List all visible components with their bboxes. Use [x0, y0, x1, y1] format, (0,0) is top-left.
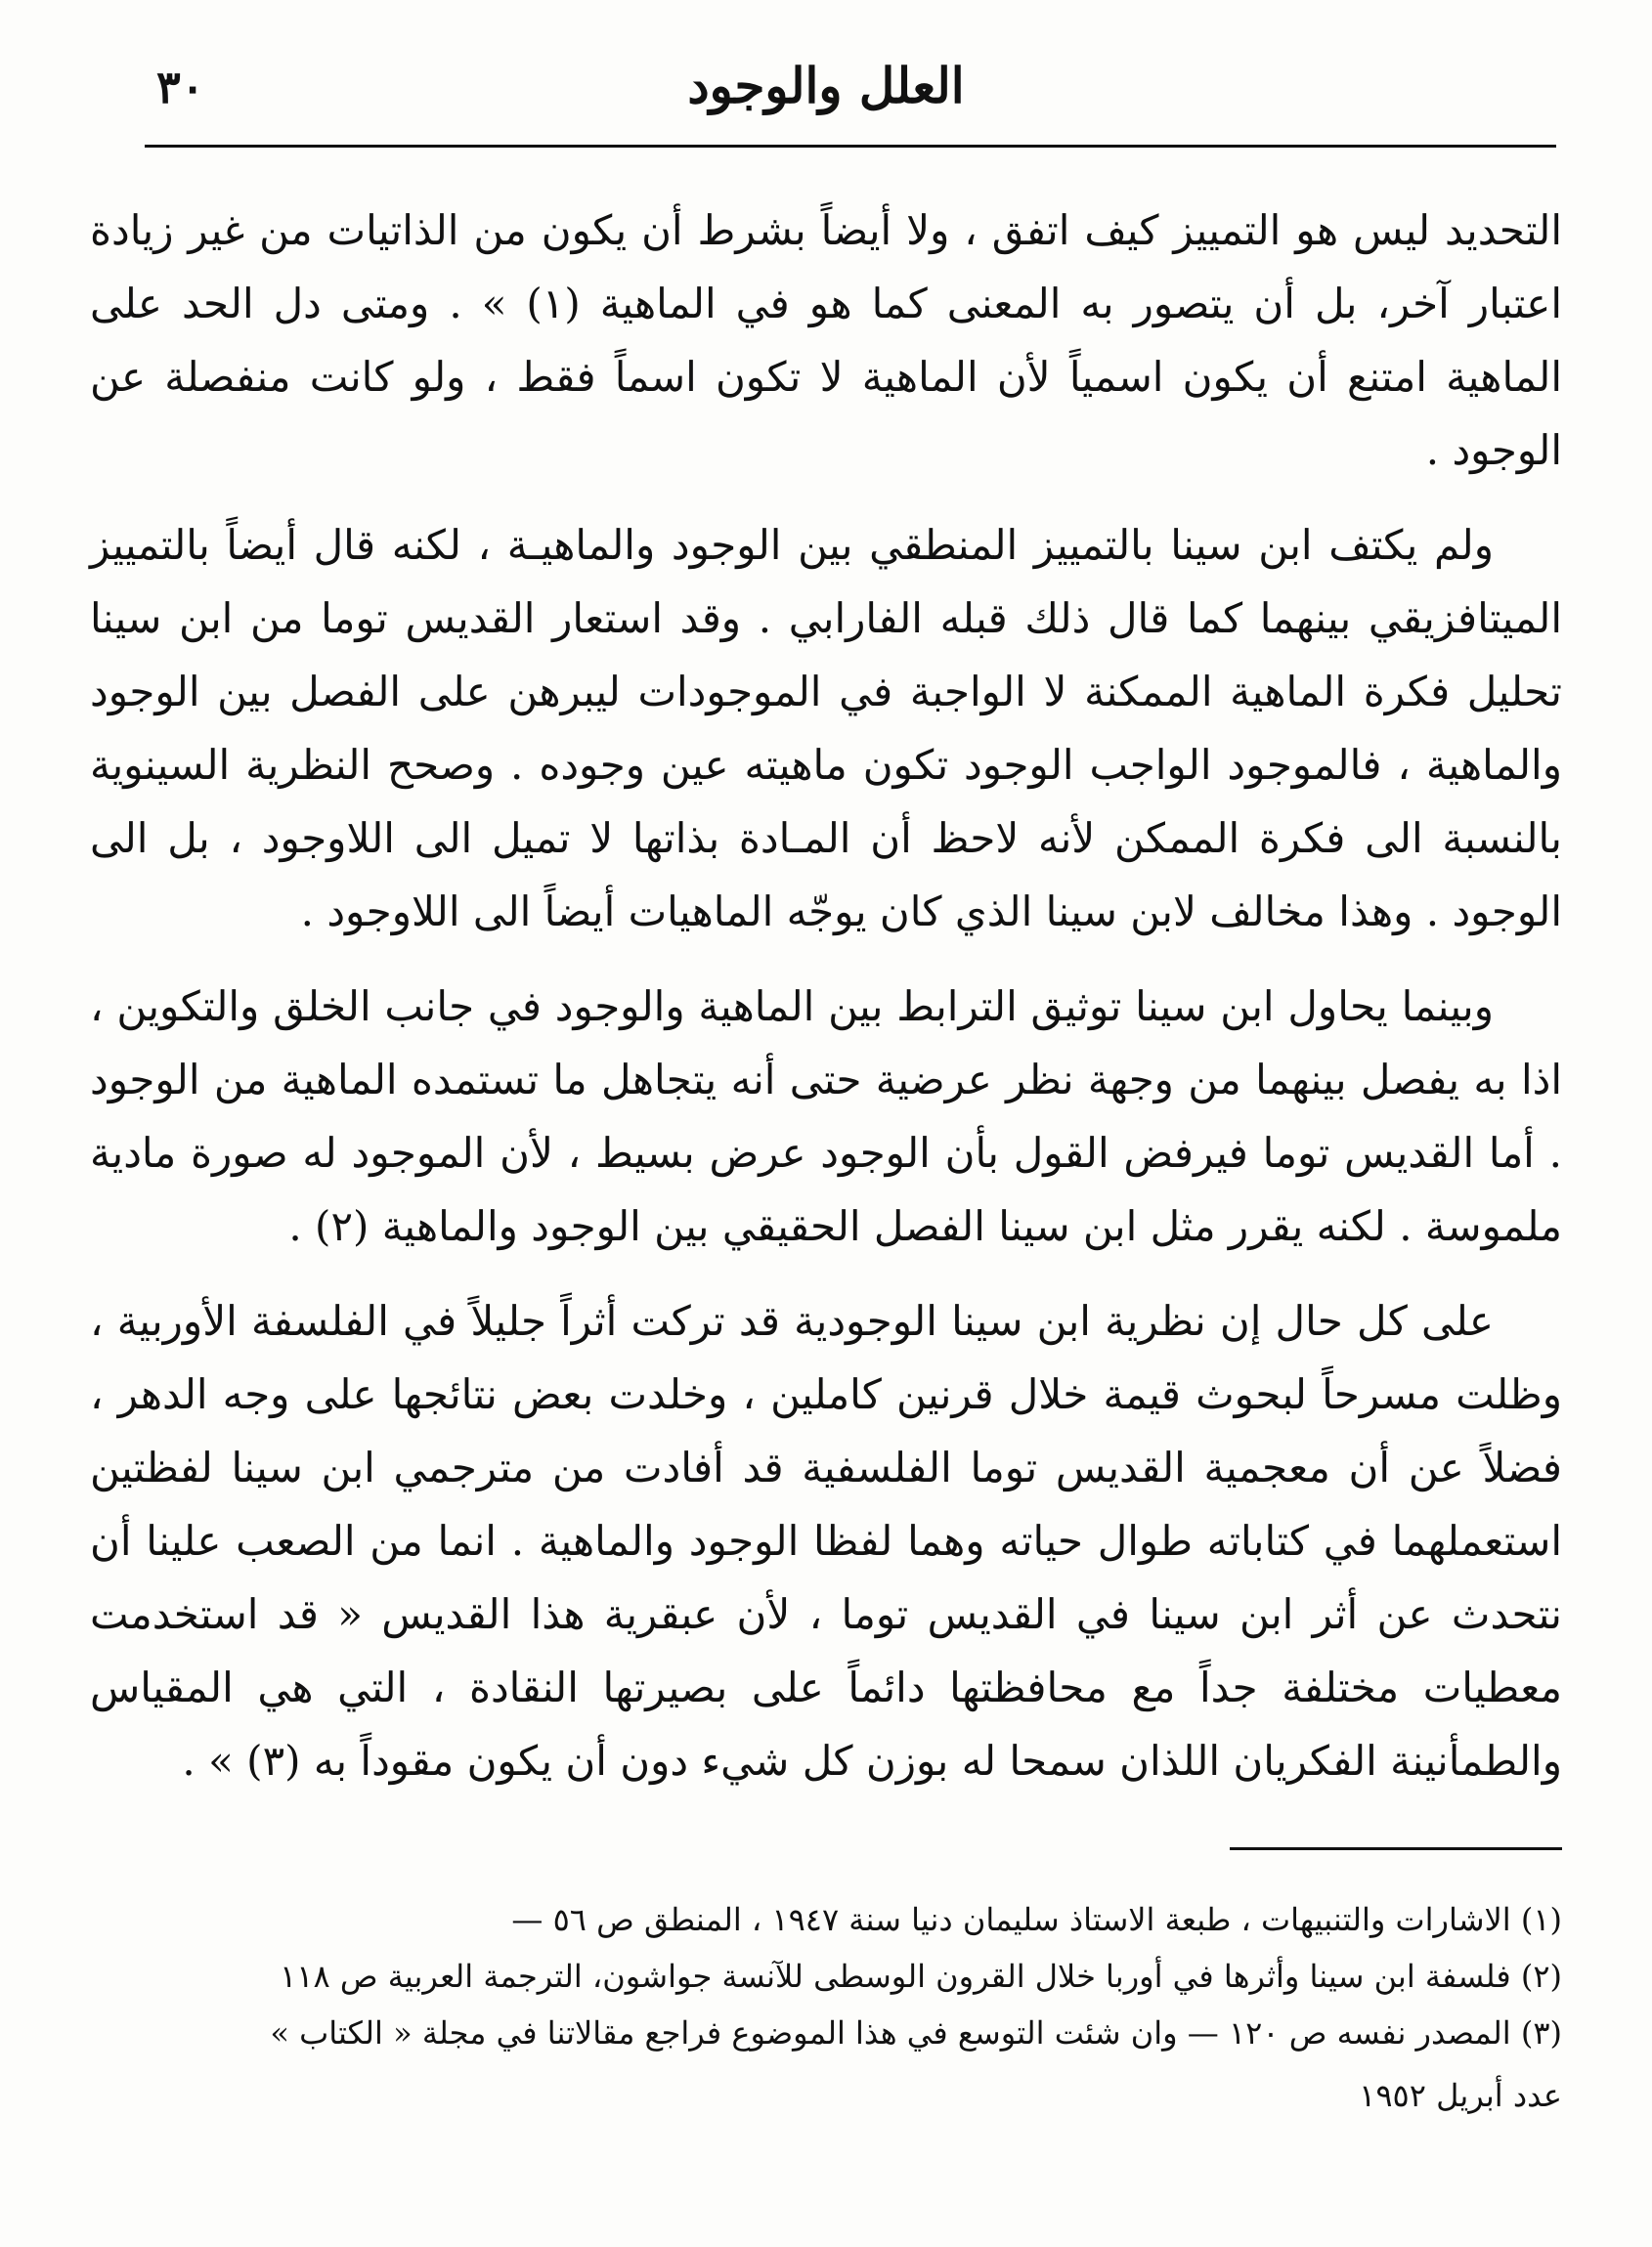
paragraph: ولم يكتف ابن سينا بالتمييز المنطقي بين الوجود والماهيـة ، لكنه قال أيضاً بالتمييز الميتافزيقي بينهما كما قال ذلك قبله الفارابي . وقد استعار القديس توما من ابن سينا تحليل فكرة الماهية الممكنة لا الواجبة في الموجودات ليبرهن على الفصل بين الوجود والماهية ، فالموجود الواجب الوجود تكون ماهيته عين وجوده . وصحح النظرية السينوية بالنسبة الى فكرة الممكن لأنه لاحظ أن المـادة بذاتها لا تميل الى اللاوجود ، بل الى الوجود . وهذا مخالف لابن سينا الذي كان يوجّه الماهيات أيضاً الى اللاوجود . [90, 521, 1562, 935]
footnote-2: (٢) فلسفة ابن سينا وأثرها في أوربا خلال القرون الوسطى للآنسة جواشون، الترجمة العربية ص ١١٨ [280, 1958, 1562, 1995]
footnotes [90, 1891, 1562, 2124]
running-title: العلل والوجود [687, 57, 965, 114]
paragraph: وبينما يحاول ابن سينا توثيق الترابط بين الماهية والوجود في جانب الخلق والتكوين ، اذا به يفصل بينهما من وجهة نظر عرضية حتى أنه يتجاهل ما تستمده الماهية من الوجود . أما القديس توما فيرفض القول بأن الوجود عرض بسيط ، لأن الموجود له صورة مادية ملموسة . لكنه يقرر مثل ابن سينا الفصل الحقيقي بين الوجود والماهية (٢) . [90, 982, 1562, 1250]
footnote-rule [1230, 1847, 1562, 1850]
page-number: ٣٠ [156, 61, 205, 113]
footnote-3: (٣) المصدر نفسه ص ١٢٠ — وان شئت التوسع في هذا الموضوع فراجع مقالاتنا في مجلة « الكتاب » [270, 2014, 1562, 2052]
issue-line: عدد أبريل ١٩٥٢ [1359, 2077, 1562, 2114]
running-head [127, 51, 1525, 129]
header-rule [145, 145, 1556, 148]
footnote-1: (١) الاشارات والتنبيهات ، طبعة الاستاذ سليمان دنيا سنة ١٩٤٧ ، المنطق ص ٥٦ — [511, 1901, 1562, 1938]
paragraph: على كل حال إن نظرية ابن سينا الوجودية قد تركت أثراً جليلاً في الفلسفة الأوربية ، وظلت مسرحاً لبحوث قيمة خلال قرنين كاملين ، وخلدت بعض نتائجها على وجه الدهر ، فضلاً عن أن معجمية القديس توما الفلسفية قد أفادت من مترجمي ابن سينا لفظتين استعملهما في كتاباته طوال حياته وهما لفظا الوجود والماهية . انما من الصعب علينا أن نتحدث عن أثر ابن سينا في القديس توما ، لأن عبقرية هذا القديس « قد استخدمت معطيات مختلفة جداً مع محافظتها دائماً على بصيرتها النقادة ، التي هي المقياس والطمأنينة الفكريان اللذان سمحا له بوزن كل شيء دون أن يكون مقوداً به (٣) » . [90, 1297, 1562, 1785]
paragraph: التحديد ليس هو التمييز كيف اتفق ، ولا أيضاً بشرط أن يكون من الذاتيات من غير زيادة اعتبار آخر، بل أن يتصور به المعنى كما هو في الماهية (١) » . ومتى دل الحد على الماهية امتنع أن يكون اسمياً لأن الماهية لا تكون اسماً فقط ، ولو كانت منفصلة عن الوجود . [90, 206, 1562, 474]
body-text [90, 194, 1562, 1797]
